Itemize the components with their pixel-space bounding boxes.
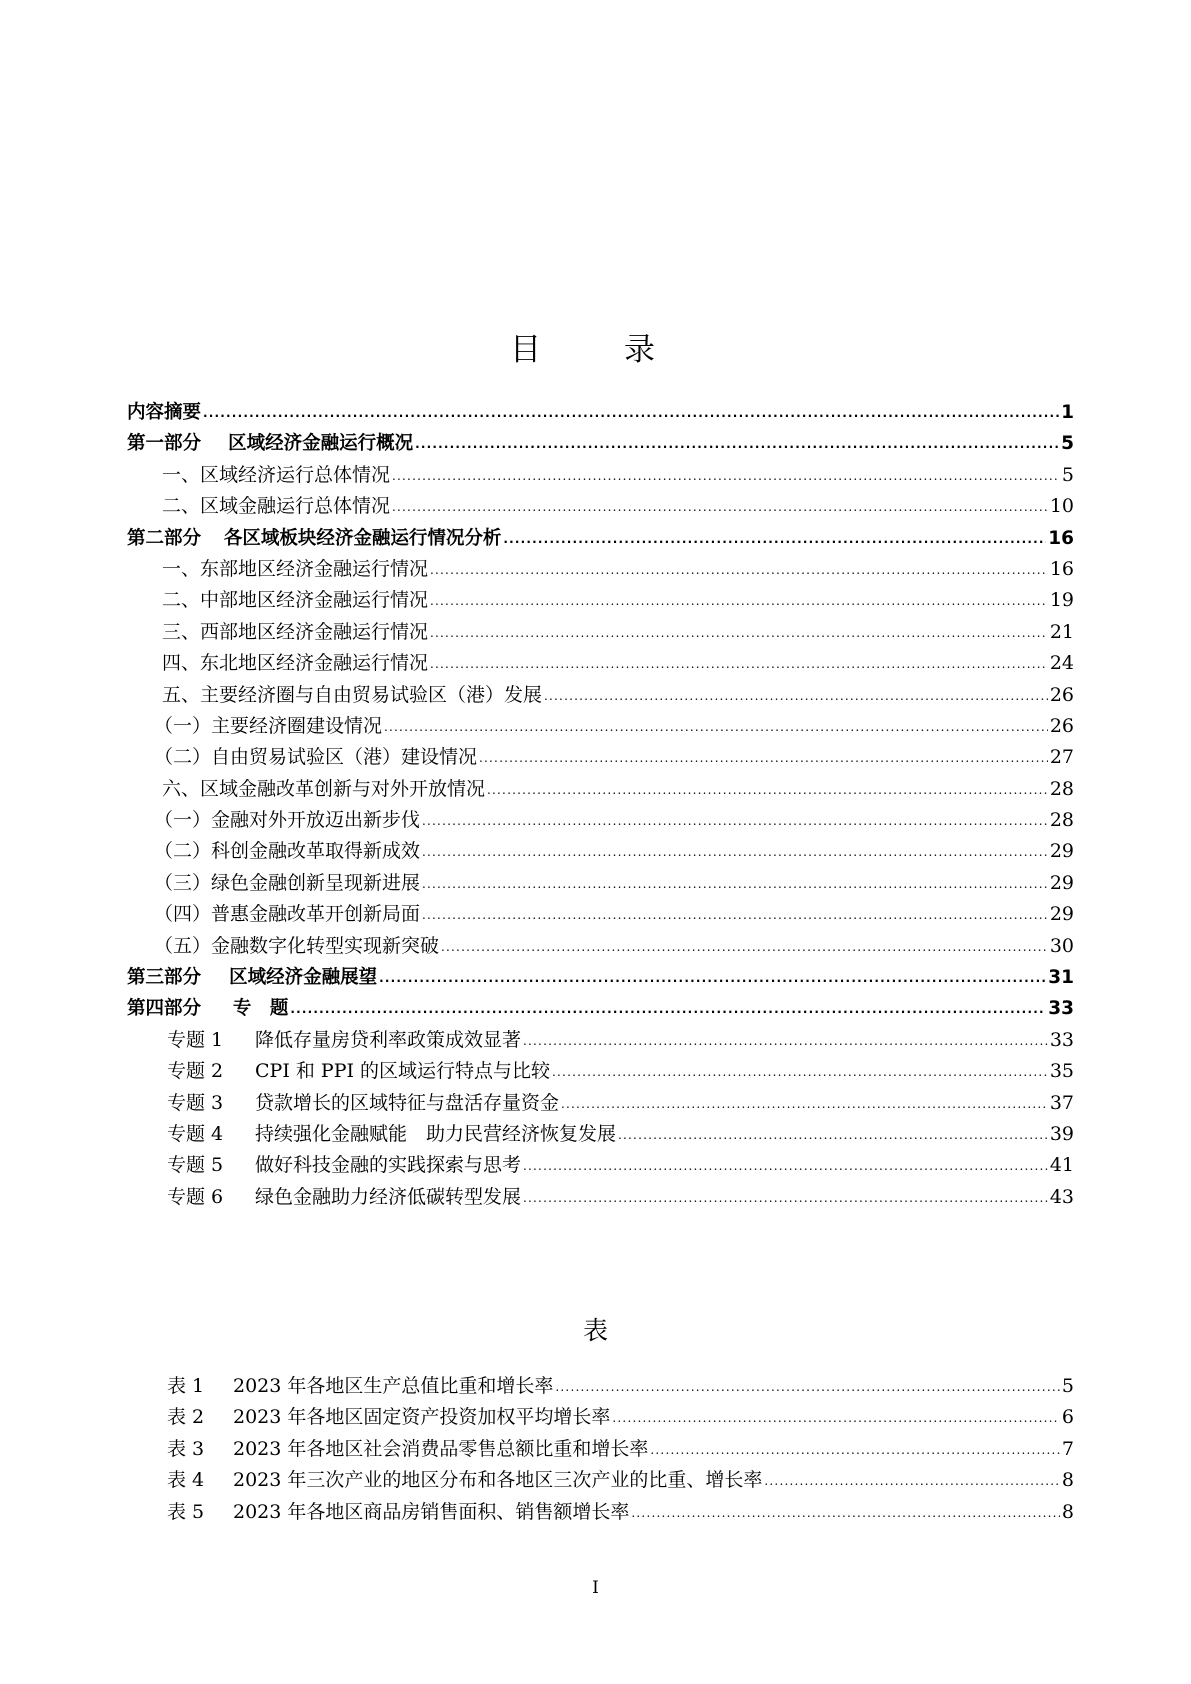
toc-entry[interactable] xyxy=(127,805,1074,836)
toc-entry-page: 29 xyxy=(1049,840,1074,863)
toc-entry[interactable] xyxy=(127,931,1074,962)
toc-entry-page: 28 xyxy=(1049,777,1074,800)
toc-entry-label: 一、东部地区经济金融运行情况 xyxy=(162,557,429,580)
table-list-number: 表 2 xyxy=(167,1406,205,1429)
page-number: I xyxy=(592,1578,599,1598)
toc-entry-number: 第一部分 xyxy=(127,433,202,455)
toc-entry[interactable] xyxy=(127,836,1074,867)
toc-entry-number: 第四部分 xyxy=(127,998,202,1020)
toc-entry-number: 专题 4 xyxy=(167,1122,224,1145)
toc-entry-number: 专题 3 xyxy=(167,1091,224,1114)
dot-leader xyxy=(430,618,1048,649)
toc-entry[interactable] xyxy=(127,868,1074,899)
toc-entry[interactable] xyxy=(127,617,1074,648)
toc-entry-label: （一）主要经济圈建设情况 xyxy=(154,714,383,737)
toc-entry-label: （四）普惠金融改革开创新局面 xyxy=(154,903,421,926)
table-list-entry[interactable] xyxy=(167,1465,1074,1496)
toc-entry-label: 降低存量房贷利率政策成效显著 xyxy=(255,1028,522,1051)
toc-entry[interactable] xyxy=(127,680,1074,711)
toc-entry[interactable] xyxy=(127,899,1074,930)
table-list-number: 表 5 xyxy=(167,1500,205,1523)
toc-entry-page: 27 xyxy=(1049,746,1074,769)
toc-entry-page: 5 xyxy=(1061,433,1074,455)
dot-leader xyxy=(430,555,1048,586)
toc-entry-page: 21 xyxy=(1049,620,1074,643)
toc-entry[interactable] xyxy=(127,1056,1074,1087)
page-title: 目 录 xyxy=(510,332,681,368)
list-of-tables xyxy=(167,1371,1074,1528)
toc-entry-label: 三、西部地区经济金融运行情况 xyxy=(162,620,429,643)
dot-leader xyxy=(552,1057,1048,1088)
toc-entry-label: 持续强化金融赋能 助力民营经济恢复发展 xyxy=(255,1122,617,1145)
dot-leader xyxy=(422,837,1048,868)
table-list-number: 表 4 xyxy=(167,1469,205,1492)
toc-entry[interactable] xyxy=(127,554,1074,585)
toc-entry-label: （二）自由贸易试验区（港）建设情况 xyxy=(154,746,478,769)
toc-entry-page: 19 xyxy=(1049,589,1074,612)
table-list-number: 表 3 xyxy=(167,1437,205,1460)
toc-entry-label: 绿色金融助力经济低碳转型发展 xyxy=(255,1185,522,1208)
toc-entry-page: 29 xyxy=(1049,871,1074,894)
toc-entry-number: 专题 6 xyxy=(167,1185,224,1208)
dot-leader xyxy=(618,1120,1048,1151)
dot-leader xyxy=(384,712,1048,743)
toc-entry-page: 30 xyxy=(1049,934,1074,957)
toc-entry-page: 35 xyxy=(1049,1060,1074,1083)
toc-entry-page: 43 xyxy=(1049,1185,1074,1208)
toc-entry[interactable] xyxy=(127,585,1074,616)
table-list-entry[interactable] xyxy=(167,1402,1074,1433)
toc-entry[interactable] xyxy=(127,428,1074,459)
toc-entry-number: 第二部分 xyxy=(127,527,202,549)
toc-entry[interactable] xyxy=(127,774,1074,805)
dot-leader xyxy=(479,743,1048,774)
toc-entry-page: 29 xyxy=(1049,903,1074,926)
toc-entry-page: 28 xyxy=(1049,809,1074,832)
toc-entry[interactable] xyxy=(127,1182,1074,1213)
tables-heading: 表 xyxy=(582,1316,608,1345)
toc-entry[interactable] xyxy=(127,1088,1074,1119)
dot-leader xyxy=(487,775,1048,806)
toc-entry-number: 专题 5 xyxy=(167,1154,224,1177)
dot-leader xyxy=(290,994,1046,1025)
dot-leader xyxy=(379,963,1046,994)
toc-entry-page: 33 xyxy=(1048,998,1074,1020)
table-list-label: 2023 年各地区生产总值比重和增长率 xyxy=(233,1375,554,1397)
toc-entry-label: 贷款增长的区域特征与盘活存量资金 xyxy=(255,1091,560,1114)
toc-entry-label: （一）金融对外开放迈出新步伐 xyxy=(154,809,421,832)
dot-leader xyxy=(441,932,1048,963)
toc-entry-page: 24 xyxy=(1049,652,1074,675)
dot-leader xyxy=(612,1403,1060,1434)
toc-entry-label: 内容摘要 xyxy=(127,402,202,423)
toc-entry-label: 区域经济金融展望 xyxy=(229,967,378,989)
table-list-label: 2023 年三次产业的地区分布和各地区三次产业的比重、增长率 xyxy=(233,1469,763,1492)
dot-leader xyxy=(203,398,1059,429)
toc-entry-label: CPI 和 PPI 的区域运行特点与比较 xyxy=(255,1060,551,1083)
dot-leader xyxy=(764,1466,1060,1497)
dot-leader xyxy=(561,1089,1048,1120)
table-list-page: 6 xyxy=(1061,1406,1074,1429)
dot-leader xyxy=(523,1026,1048,1057)
toc-entry[interactable] xyxy=(127,648,1074,679)
table-list-entry[interactable] xyxy=(167,1497,1074,1528)
toc-entry[interactable] xyxy=(127,491,1074,522)
table-list-label: 2023 年各地区商品房销售面积、销售额增长率 xyxy=(233,1500,630,1523)
toc-entry[interactable] xyxy=(127,993,1074,1024)
table-of-contents xyxy=(127,397,1074,1213)
toc-entry[interactable] xyxy=(127,460,1074,491)
toc-entry-page: 16 xyxy=(1048,527,1074,549)
table-list-label: 2023 年各地区社会消费品零售总额比重和增长率 xyxy=(233,1437,649,1460)
toc-entry-page: 33 xyxy=(1049,1028,1074,1051)
toc-entry[interactable] xyxy=(127,397,1074,428)
dot-leader xyxy=(650,1435,1060,1466)
dot-leader xyxy=(555,1372,1060,1403)
toc-entry-page: 31 xyxy=(1048,967,1074,989)
table-list-page: 8 xyxy=(1061,1469,1074,1492)
toc-entry[interactable] xyxy=(127,1150,1074,1181)
table-list-number: 表 1 xyxy=(167,1375,205,1397)
toc-entry-page: 41 xyxy=(1049,1154,1074,1177)
toc-entry-page: 26 xyxy=(1049,714,1074,737)
table-list-entry[interactable] xyxy=(167,1434,1074,1465)
dot-leader xyxy=(392,492,1048,523)
toc-entry[interactable] xyxy=(127,962,1074,993)
dot-leader xyxy=(430,649,1048,680)
toc-entry-label: 专 题 xyxy=(232,998,289,1020)
dot-leader xyxy=(422,806,1048,837)
dot-leader xyxy=(544,681,1048,712)
table-list-page: 8 xyxy=(1061,1500,1074,1523)
dot-leader xyxy=(430,586,1048,617)
toc-entry-page: 26 xyxy=(1049,683,1074,706)
dot-leader xyxy=(631,1498,1060,1529)
toc-entry-number: 专题 2 xyxy=(167,1060,224,1083)
toc-entry-page: 1 xyxy=(1061,402,1074,423)
toc-entry-page: 10 xyxy=(1049,495,1074,518)
toc-entry-number: 第三部分 xyxy=(127,967,202,989)
toc-entry[interactable] xyxy=(127,742,1074,773)
toc-entry-label: 一、区域经济运行总体情况 xyxy=(162,463,391,486)
dot-leader xyxy=(422,900,1048,931)
table-list-page: 7 xyxy=(1061,1437,1074,1460)
toc-entry-label: （五）金融数字化转型实现新突破 xyxy=(154,934,440,957)
toc-entry-label: 做好科技金融的实践探索与思考 xyxy=(255,1154,522,1177)
dot-leader xyxy=(523,1183,1048,1214)
toc-entry-page: 37 xyxy=(1049,1091,1074,1114)
toc-entry-page: 39 xyxy=(1049,1122,1074,1145)
table-list-entry[interactable] xyxy=(167,1371,1074,1402)
dot-leader xyxy=(503,524,1046,555)
toc-entry-page: 5 xyxy=(1061,463,1074,486)
toc-entry-number: 专题 1 xyxy=(167,1028,224,1051)
table-list-label: 2023 年各地区固定资产投资加权平均增长率 xyxy=(233,1406,611,1429)
toc-entry[interactable] xyxy=(127,1025,1074,1056)
dot-leader xyxy=(523,1151,1048,1182)
toc-entry-label: （三）绿色金融创新呈现新进展 xyxy=(154,871,421,894)
toc-entry[interactable] xyxy=(127,711,1074,742)
table-list-page: 5 xyxy=(1061,1375,1074,1397)
toc-entry-page: 16 xyxy=(1049,557,1074,580)
toc-entry-label: 二、中部地区经济金融运行情况 xyxy=(162,589,429,612)
toc-entry-label: 五、主要经济圈与自由贸易试验区（港）发展 xyxy=(162,683,543,706)
dot-leader xyxy=(422,869,1048,900)
toc-entry-label: （二）科创金融改革取得新成效 xyxy=(154,840,421,863)
toc-entry-label: 四、东北地区经济金融运行情况 xyxy=(162,652,429,675)
dot-leader xyxy=(392,461,1060,492)
toc-entry-label: 区域经济金融运行概况 xyxy=(228,433,414,455)
toc-entry[interactable] xyxy=(127,523,1074,554)
toc-entry-label: 六、区域金融改革创新与对外开放情况 xyxy=(162,777,486,800)
dot-leader xyxy=(415,429,1059,460)
toc-entry-label: 各区域板块经济金融运行情况分析 xyxy=(223,527,502,549)
toc-entry-label: 二、区域金融运行总体情况 xyxy=(162,495,391,518)
toc-entry[interactable] xyxy=(127,1119,1074,1150)
